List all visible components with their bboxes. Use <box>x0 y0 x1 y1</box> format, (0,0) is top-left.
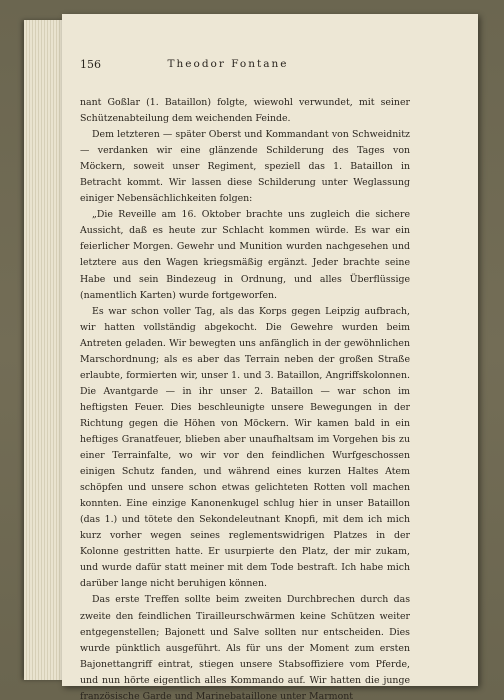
paragraph: Es war schon voller Tag, als das Korps gegen Leipzig aufbrach, wir hatten vollständig abgekocht. Die Gewehre wurden beim Antreten geladen. Wir bewegten uns anfänglich in der gewöhnlichen Marschordnung; als es aber das Terrain neben der großen Straße erlaubte, formierten wir, unser 1. und 3. Bataillon, Angriffskolonnen. Die Avantgarde — in ihr unser 2. Bataillon — war schon im heftigsten Feuer. Dies beschleunigte unsere Bewegungen in der Richtung gegen die Höhen von Möckern. Wir kamen bald in ein heftiges Granatfeuer, blieben aber unaufhaltsam im Vorgehen bis zu einer Terrainfalte, wo wir vor den feindlichen Wurfgeschossen einigen Schutz fanden, und während eines kurzen Haltes Atem schöpfen und unsere schon etwas gelichteten Rotten voll machen konnten. Eine einzige Kanonenkugel schlug hier in unser Bataillon (das 1.) und tötete den Sekondeleutnant Knopfi, mit dem ich mich kurz vorher wegen seines reglementswidrigen Platzes in der Kolonne gestritten hatte. Er usurpierte den Platz, der mir zukam, und wurde dafür statt meiner mit dem Tode bestraft. Ich habe mich darüber lange nicht beruhigen können. <box>80 305 410 590</box>
paragraph: nant Goßlar (1. Bataillon) folgte, wiewohl verwundet, mit seiner Schützenabteilung dem weichenden Feinde. <box>80 97 410 125</box>
running-head: Theodor Fontane <box>167 58 289 70</box>
page-stack-edge <box>24 20 64 680</box>
page-number: 156 <box>80 58 101 71</box>
body-text <box>80 95 410 700</box>
page-header <box>80 58 376 74</box>
paragraph: „Die Reveille am 16. Oktober brachte uns zugleich die sichere Aussicht, daß es heute zur Schlacht kommen würde. Es war ein feierlicher Morgen. Gewehr und Munition wurden nachgesehen und letztere aus den Wagen kriegsmäßig ergänzt. Jeder brachte seine Habe und sein Bindezeug in Ordnung, und alles Überflüssige (namentlich Karten) wurde fortgeworfen. <box>80 209 410 301</box>
paragraph: Das erste Treffen sollte beim zweiten Durchbrechen durch das zweite den feindlichen Tirailleurschwärmen keine Schützen weiter entgegenstellen; Bajonett und Salve sollten nur entscheiden. Dies wurde pünktlich ausgeführt. Als für uns der Moment zum ersten Bajonettangriff eintrat, stiegen unsere Stabsoffiziere vom Pferde, und nun hörte eigentlich alles Kommando auf. Wir hatten die junge französische Garde und Marinebataillone unter Marmont <box>80 594 410 700</box>
paragraph: Dem letzteren — später Oberst und Kommandant von Schweidnitz — verdanken wir eine glänzende Schilderung des Tages von Möckern, soweit unser Regiment, speziell das 1. Bataillon in Betracht kommt. Wir lassen diese Schilderung unter Weglassung einiger Nebensächlichkeiten folgen: <box>80 129 410 205</box>
